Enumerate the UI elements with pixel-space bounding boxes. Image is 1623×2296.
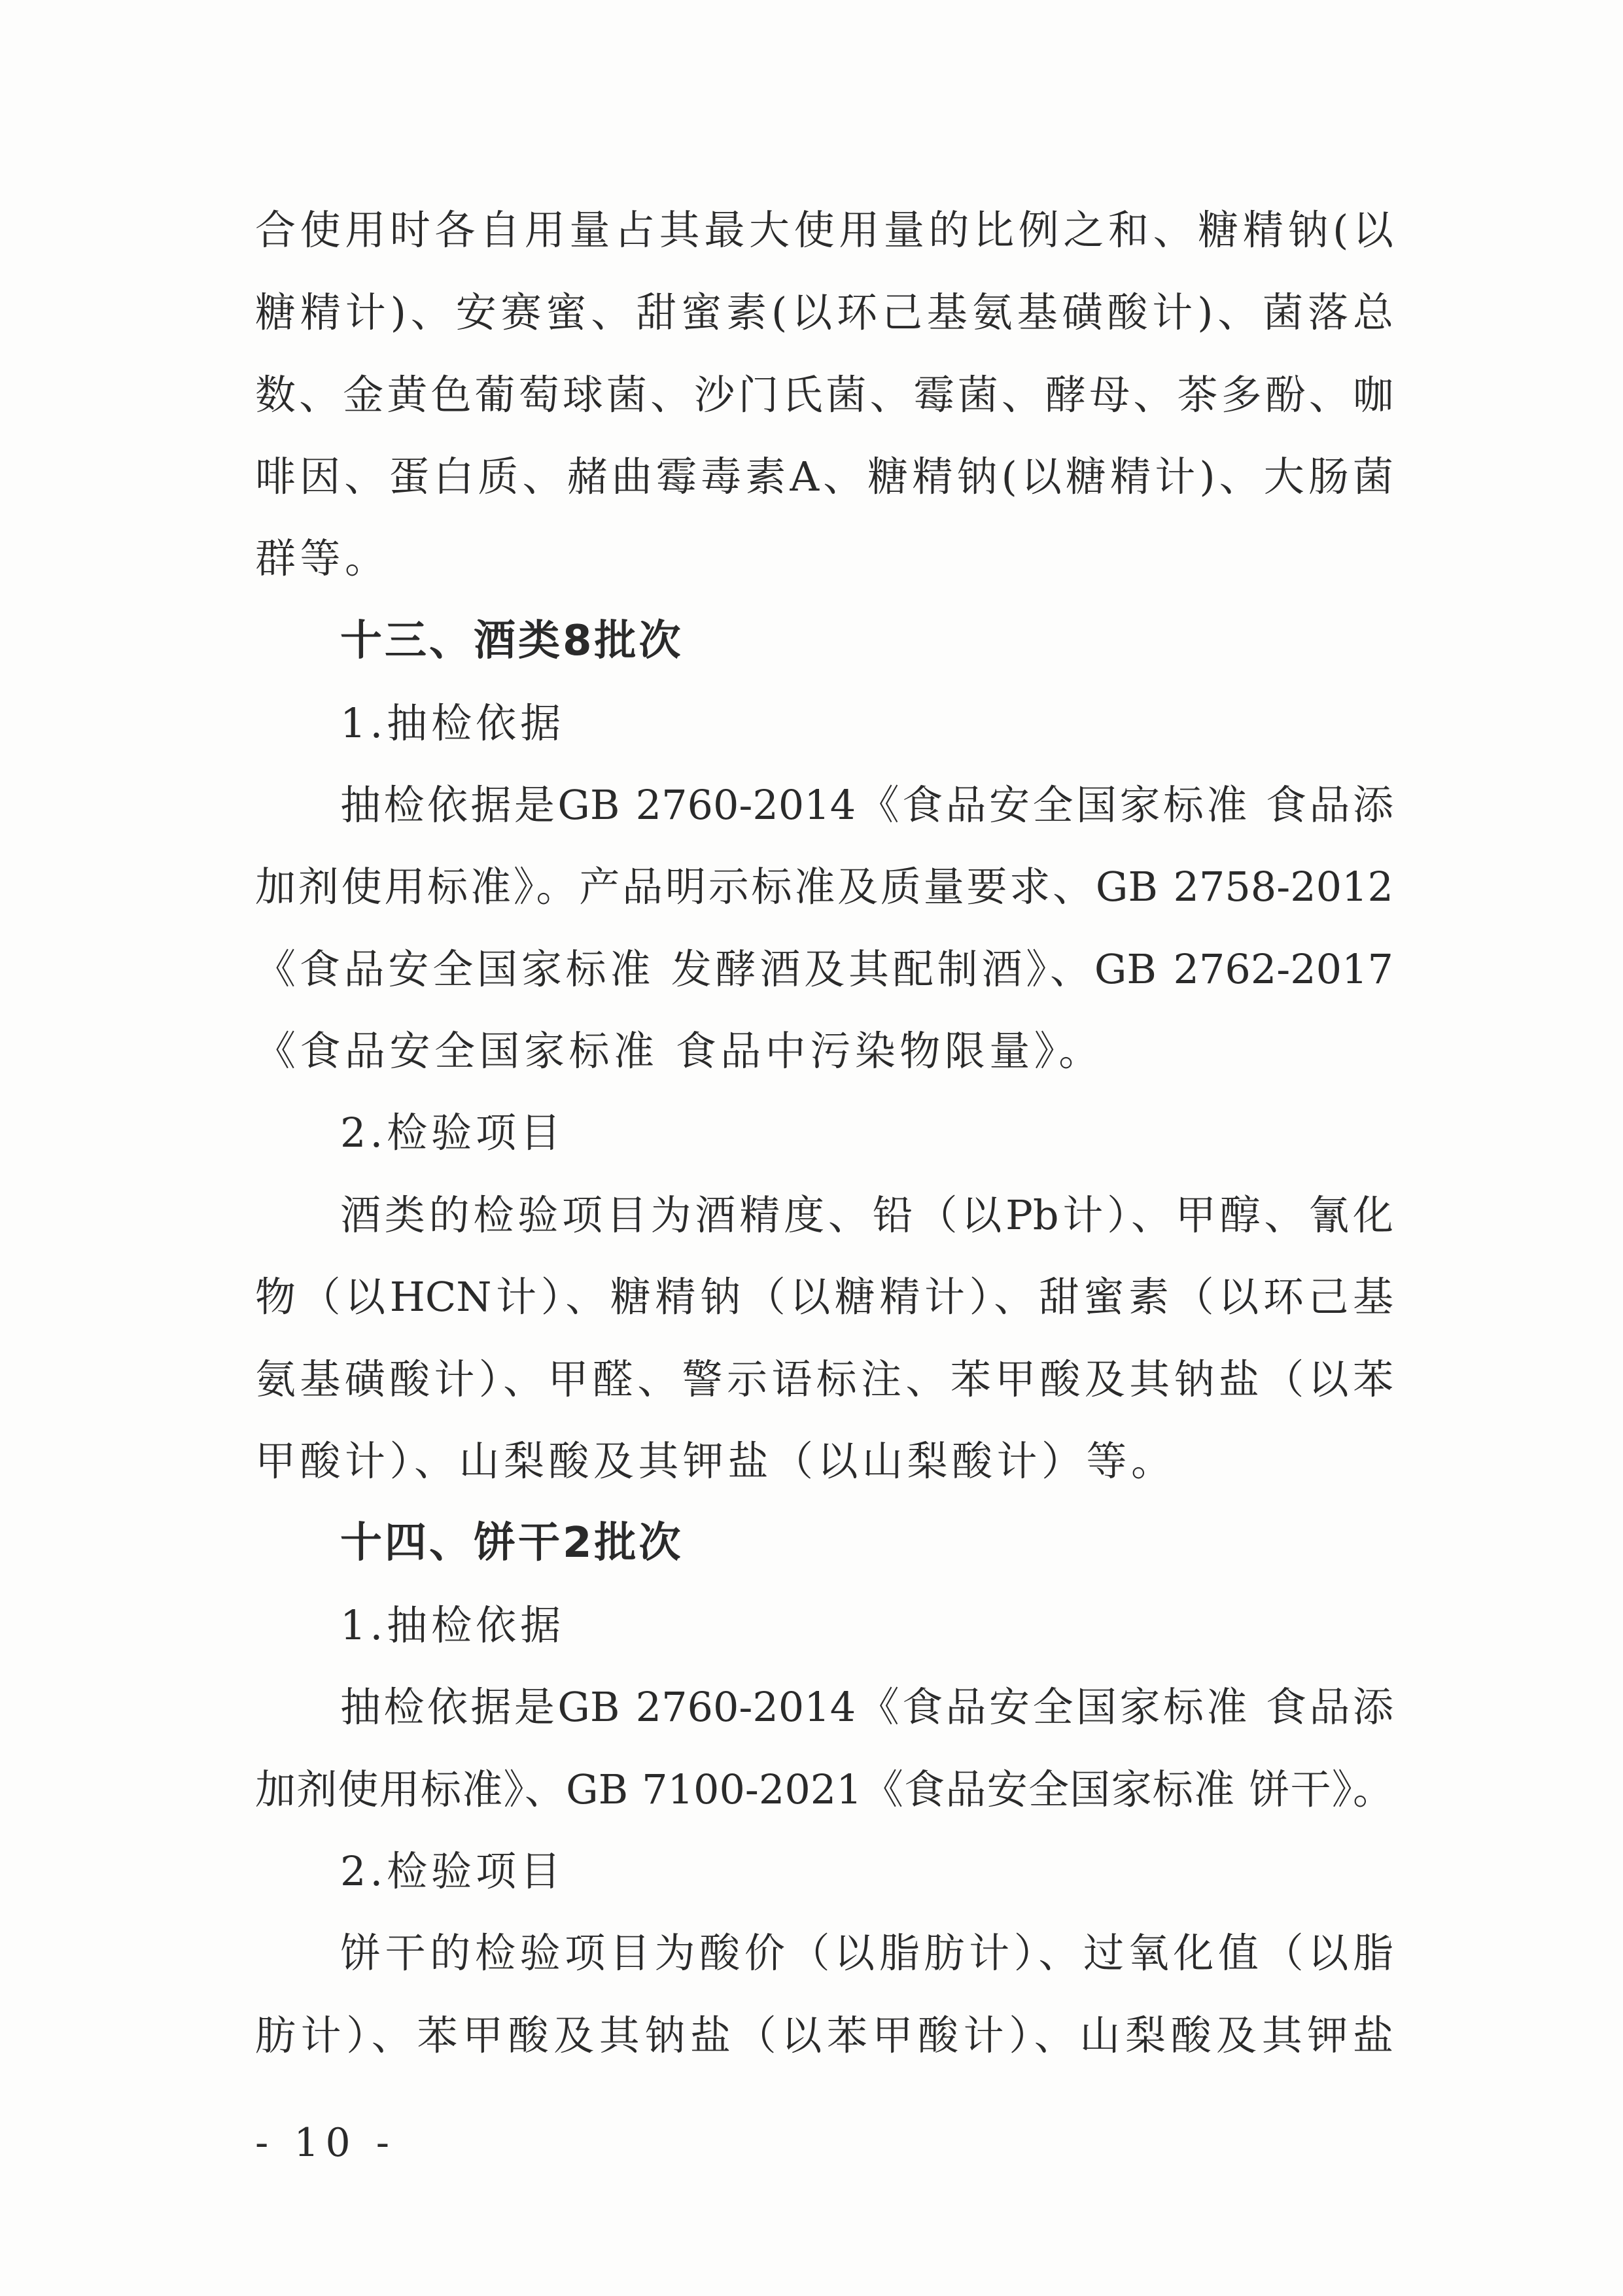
paragraph-line: 饼干的检验项目为酸价（以脂肪计）、过氧化值（以脂 <box>340 1929 1393 1977</box>
paragraph-line: 《食品安全国家标准 发酵酒及其配制酒》、GB 2762-2017 <box>255 945 1393 993</box>
section-heading: 十四、饼干2批次 <box>340 1519 684 1567</box>
subsection-title: 1.抽检依据 <box>340 1601 565 1649</box>
paragraph-line: 抽检依据是GB 2760-2014《食品安全国家标准 食品添 <box>340 781 1393 829</box>
paragraph-line: 甲酸计）、山梨酸及其钾盐（以山梨酸计）等。 <box>255 1437 1176 1485</box>
paragraph-line: 糖精计)、安赛蜜、甜蜜素(以环己基氨基磺酸计)、菌落总 <box>255 288 1393 336</box>
paragraph-line: 肪计）、苯甲酸及其钠盐（以苯甲酸计）、山梨酸及其钾盐 <box>255 2011 1393 2059</box>
paragraph-line: 物（以HCN计）、糖精钠（以糖精计）、甜蜜素（以环己基 <box>255 1273 1393 1321</box>
paragraph-line: 加剂使用标准》、GB 7100-2021《食品安全国家标准 饼干》。 <box>255 1765 1393 1813</box>
paragraph-line: 酒类的检验项目为酒精度、铅（以Pb计）、甲醇、氰化 <box>340 1191 1393 1239</box>
page-number: - 10 - <box>255 2120 396 2166</box>
subsection-title: 2.检验项目 <box>340 1109 565 1157</box>
paragraph-line: 合使用时各自用量占其最大使用量的比例之和、糖精钠(以 <box>255 206 1393 254</box>
subsection-title: 2.检验项目 <box>340 1847 565 1895</box>
section-heading: 十三、酒类8批次 <box>340 617 684 665</box>
paragraph-line: 啡因、蛋白质、赭曲霉毒素A、糖精钠(以糖精计)、大肠菌 <box>255 453 1393 500</box>
paragraph-line: 数、金黄色葡萄球菌、沙门氏菌、霉菌、酵母、茶多酚、咖 <box>255 371 1393 419</box>
paragraph-line: 群等。 <box>255 534 390 582</box>
paragraph-line: 氨基磺酸计）、甲醛、警示语标注、苯甲酸及其钠盐（以苯 <box>255 1355 1393 1403</box>
paragraph-line: 抽检依据是GB 2760-2014《食品安全国家标准 食品添 <box>340 1683 1393 1731</box>
paragraph-line: 加剂使用标准》。产品明示标准及质量要求、GB 2758-2012 <box>255 863 1393 911</box>
paragraph-line: 《食品安全国家标准 食品中污染物限量》。 <box>255 1027 1104 1075</box>
subsection-title: 1.抽检依据 <box>340 699 565 747</box>
